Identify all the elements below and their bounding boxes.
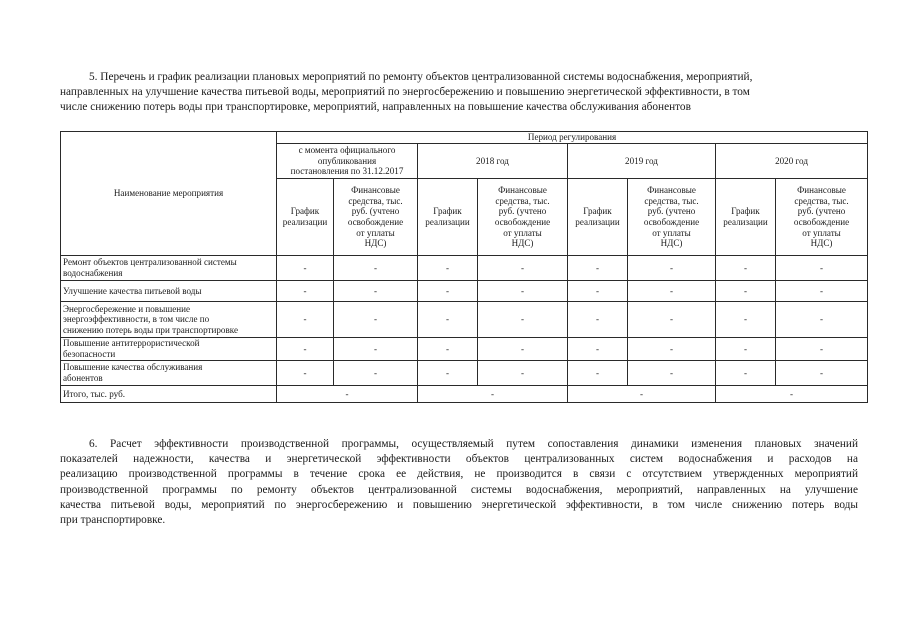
table-cell: - — [418, 361, 478, 386]
table-cell: - — [334, 281, 418, 302]
table-cell: - — [418, 256, 478, 281]
subheader-schedule: График реализации — [568, 179, 628, 256]
row-label: Повышение качества обслуживания абонентов — [61, 361, 277, 386]
subheader-schedule: График реализации — [716, 179, 776, 256]
section-5-line: числе снижению потерь воды при транспортировке, мероприятий, направленных на повышение качества обслуживания абонентов — [60, 101, 691, 114]
column-header-measure-name: Наименование мероприятия — [61, 132, 277, 256]
section-5-heading — [60, 70, 858, 116]
table-cell: - — [478, 256, 568, 281]
section-6-line: производственной программы по ремонту объектов централизованной системы водоснабжения, мероприятий, направленных на улучшение — [60, 483, 858, 496]
table-cell: - — [418, 302, 478, 338]
total-cell: - — [568, 386, 716, 403]
table-cell: - — [568, 338, 628, 361]
subheader-finance: Финансовые средства, тыс. руб. (учтено освобождение от уплаты НДС) — [776, 179, 868, 256]
total-cell: - — [716, 386, 868, 403]
table-cell: - — [334, 256, 418, 281]
table-cell: - — [334, 302, 418, 338]
section-6-line: качества питьевой воды, мероприятий по энергосбережению и повышению энергетической эффективности, в том числе снижению потерь воды — [60, 498, 858, 511]
section-6-paragraph — [60, 437, 858, 528]
table-cell: - — [334, 361, 418, 386]
table-cell: - — [776, 281, 868, 302]
table-cell: - — [478, 302, 568, 338]
table-cell: - — [716, 256, 776, 281]
table-cell: - — [628, 361, 716, 386]
table-row — [61, 281, 868, 302]
table-cell: - — [568, 302, 628, 338]
table-cell: - — [776, 361, 868, 386]
table-row — [61, 361, 868, 386]
table-cell: - — [628, 256, 716, 281]
total-label: Итого, тыс. руб. — [61, 386, 277, 403]
section-6-line: при транспортировке. — [60, 514, 166, 527]
table-cell: - — [277, 361, 334, 386]
table-cell: - — [418, 338, 478, 361]
subheader-schedule: График реализации — [277, 179, 334, 256]
table-cell: - — [568, 361, 628, 386]
row-label: Ремонт объектов централизованной системы водоснабжения — [61, 256, 277, 281]
table-row — [61, 302, 868, 338]
subheader-finance: Финансовые средства, тыс. руб. (учтено освобождение от уплаты НДС) — [478, 179, 568, 256]
total-cell: - — [418, 386, 568, 403]
table-cell: - — [478, 338, 568, 361]
period-header-2019: 2019 год — [568, 144, 716, 179]
row-label: Повышение антитеррористической безопасности — [61, 338, 277, 361]
table-cell: - — [776, 302, 868, 338]
table-cell: - — [277, 338, 334, 361]
measures-table — [60, 131, 868, 403]
table-cell: - — [478, 281, 568, 302]
row-label: Энергосбережение и повышение энергоэффективности, в том числе по снижению потерь воды при транспортировке — [61, 302, 277, 338]
section-6-line: реализацию производственной программы в течение срока ее действия, не производится в связи с отсутствием утвержденных мероприятий — [60, 468, 858, 481]
row-label: Улучшение качества питьевой воды — [61, 281, 277, 302]
section-5-line: 5. Перечень и график реализации плановых мероприятий по ремонту объектов централизованной системы водоснабжения, мероприятий, — [89, 71, 753, 83]
subheader-finance: Финансовые средства, тыс. руб. (учтено освобождение от уплаты НДС) — [628, 179, 716, 256]
column-header-regulation-period: Период регулирования — [277, 132, 868, 144]
table-cell: - — [277, 256, 334, 281]
table-cell: - — [628, 281, 716, 302]
table-cell: - — [716, 281, 776, 302]
section-6-line: 6. Расчет эффективности производственной программы, осуществляемый путем сопоставления динамики изменения плановых значений — [89, 438, 858, 450]
section-5-line: направленных на улучшение качества питьевой воды, мероприятий по энергосбережению и повышению энергетической эффективности, в том — [60, 86, 750, 99]
table-cell: - — [334, 338, 418, 361]
table-cell: - — [568, 281, 628, 302]
total-cell: - — [277, 386, 418, 403]
section-6-line: показателей надежности, качества и энергетической эффективности объектов централизованных систем водоснабжения и расходов на — [60, 453, 858, 466]
table-cell: - — [716, 338, 776, 361]
table-cell: - — [277, 281, 334, 302]
subheader-schedule: График реализации — [418, 179, 478, 256]
table-cell: - — [628, 338, 716, 361]
table-cell: - — [628, 302, 716, 338]
table-cell: - — [776, 256, 868, 281]
period-header-2018: 2018 год — [418, 144, 568, 179]
period-header-2020: 2020 год — [716, 144, 868, 179]
table-cell: - — [277, 302, 334, 338]
table-cell: - — [716, 302, 776, 338]
table-cell: - — [776, 338, 868, 361]
total-row — [61, 386, 868, 403]
table-cell: - — [716, 361, 776, 386]
subheader-finance: Финансовые средства, тыс. руб. (учтено освобождение от уплаты НДС) — [334, 179, 418, 256]
period-header-until-2017: с момента официального опубликования постановления по 31.12.2017 — [277, 144, 418, 179]
table-cell: - — [568, 256, 628, 281]
table-row — [61, 338, 868, 361]
table-cell: - — [418, 281, 478, 302]
table-row — [61, 256, 868, 281]
table-cell: - — [478, 361, 568, 386]
